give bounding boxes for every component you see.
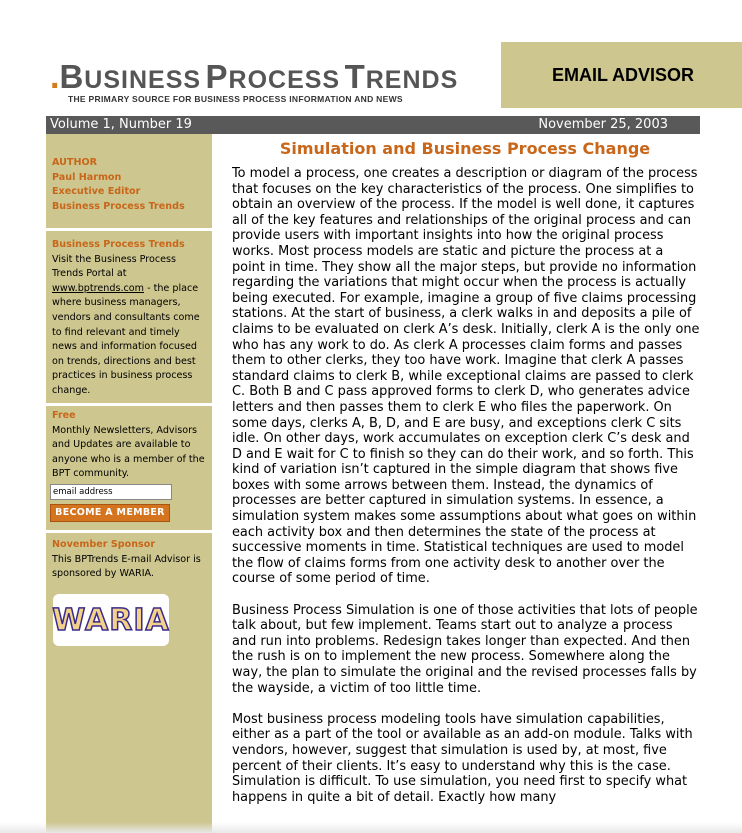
article-paragraph: Business Process Simulation is one of those activities that lots of people talk about, but few implement. Teams start out to analyze a process and run into problems. Redesign takes longer than expected. And then the rush is on to implement the new process. Somewhere along the way, the plan to simulate the original and the revised processes falls by the wayside, a victim of too little time.: [232, 602, 698, 696]
free-heading: Free: [52, 410, 76, 421]
issue-date: November 25, 2003: [538, 117, 668, 132]
tagline: THE PRIMARY SOURCE FOR BUSINESS PROCESS INFORMATION AND NEWS: [68, 94, 403, 104]
become-member-button[interactable]: BECOME A MEMBER: [50, 504, 170, 522]
sidebar-divider: [46, 228, 212, 231]
author-title: Executive Editor: [52, 186, 141, 198]
author-heading: AUTHOR: [52, 157, 98, 168]
issue-bar: [46, 116, 700, 134]
site-logo[interactable]: .BUSINESS PROCESS TRENDS: [50, 58, 459, 96]
author-org: Business Process Trends: [52, 200, 185, 212]
bpt-heading: Business Process Trends: [52, 239, 185, 250]
email-input[interactable]: email address: [50, 484, 172, 500]
bpt-text-2: - the place where business managers, vendors and consultants come to find relevant and timely news and information focused on trends, directions and best practices in business process change.: [52, 282, 200, 396]
free-text: Monthly Newsletters, Advisors and Updates are available to anyone who is a member of the BPT community.: [52, 424, 205, 480]
sponsor-text: This BPTrends E-mail Advisor is sponsored by WARIA.: [52, 553, 201, 580]
free-section: [46, 409, 212, 522]
issue-volume: Volume 1, Number 19: [50, 117, 192, 132]
author-section: [46, 156, 212, 214]
masthead: [46, 40, 700, 110]
bpt-section: [46, 238, 212, 399]
waria-logo[interactable]: WARIA: [53, 594, 169, 646]
email-advisor-label: EMAIL ADVISOR: [501, 42, 742, 108]
sidebar-divider: [46, 403, 212, 406]
article-paragraph: To model a process, one creates a description or diagram of the process that focuses on the key characteristics of the process. One simplifies to obtain an overview of the process. If the model is well done, it captures all of the key features and relationships of the original process and can provide users with important insights into how the original process works. Most process models are static and picture the process at a point in time. They show all the major steps, but provide no information regarding the variations that might occur when the process is actually being executed. For example, imagine a group of five claims processing stations. At the start of business, a clerk walks in and deposits a pile of claims to be evaluated on clerk A’s desk. Initially, clerk A is the only one who has any work to do. As clerk A processes claim forms and passes them to other clerks, they too have work. Imagine that clerk A passes standard claims to clerk B, while exceptional claims are passed to clerk C. Both B and C pass approved forms to clerk D, who generates advice letters and then passes them to clerk E who files the paperwork. On some days, clerks A, B, D, and E are busy, and exceptions clerk C sits idle. On other days, work accumulates on exception clerk C’s desk and D and E wait for C to finish so they can do their work, and so forth. This kind of variation isn’t captured in the simple diagram that shows five boxes with some arrows between them. Instead, the dynamics of processes are better captured in simulation systems. In essence, a simulation system makes some assumptions about what goes on within each activity box and then determines the state of the process at successive moments in time. Statistical techniques are used to model the flow of claims forms from one activity desk to another over the course of some period of time.: [232, 166, 700, 587]
author-name: Paul Harmon: [52, 171, 122, 183]
article-title: Simulation and Business Process Change: [279, 139, 651, 158]
bptrends-link[interactable]: www.bptrends.com: [52, 282, 144, 294]
page-edge: [0, 822, 742, 833]
sidebar-divider: [46, 530, 212, 533]
bpt-text: Visit the Business Process Trends Portal at: [52, 253, 177, 280]
article-paragraph: Most business process modeling tools have simulation capabilities, either as a part of the tool or available as an add-on module. Talks with vendors, however, suggest that simulation is used by, at most, five percent of their clients. It’s easy to understand why this is the case. Simulation is difficult. To use simulation, you need first to specify what happens in quite a bit of detail. Exactly how many: [232, 711, 693, 805]
article-body: [232, 166, 700, 821]
sponsor-section: [46, 538, 212, 582]
sponsor-heading: November Sponsor: [52, 539, 156, 550]
